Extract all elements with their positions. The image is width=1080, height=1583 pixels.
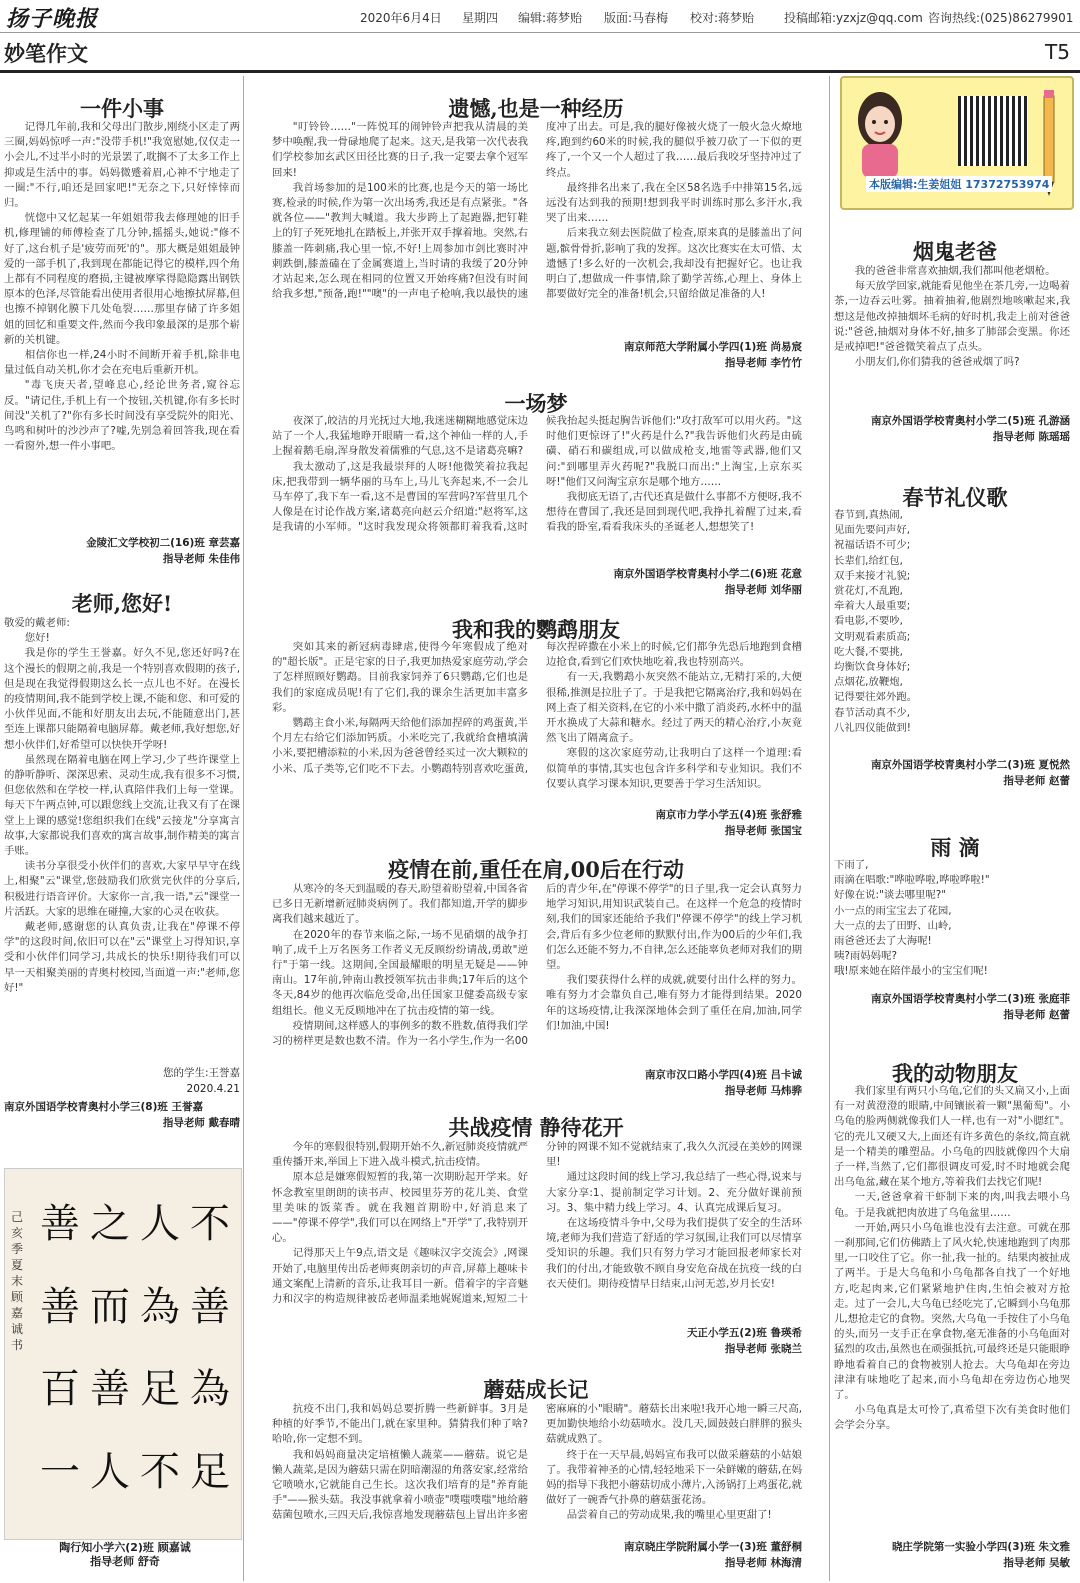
calligraphy-char: 人 — [140, 1201, 180, 1247]
calligraphy-char: 人 — [90, 1448, 130, 1495]
calligraphy-school: 陶行知小学六(2)班 顾嘉诚 — [59, 1541, 191, 1554]
calligraphy-char: 善 — [40, 1201, 80, 1247]
letter-sign: 您的学生:王誉嘉 — [162, 1067, 240, 1079]
editor-label: 本版编辑:生姜姐姐 17372753974 — [866, 176, 1052, 192]
article-body: 我们家里有两只小乌龟,它们的头又扁又小,上面有一对黄澄澄的眼睛,中间镶嵌着一颗"黑葡萄"。小乌龟的脸两侧就像我们人一样,也有一对"小腮红"。它的壳儿又硬又大,上面还有许多黄色的条纹,简直就是一个精美的雕塑品。小乌龟的四肢就像四个大扇子一样,当然了,它们都很调皮可爱,时不时地就会爬出乌龟盆,藏在某个地方,等着我们去找它们呢! 一天,爸爸拿着干虾制下来的肉,叫我去喂小乌龟。于是我就把肉放进了乌龟盆里…… 一开始,两只小乌龟谁也没有去注意。可就在那一刹那间,它们仿佛踏上了风火轮,快速地跑到了肉那里,一口咬住了它。你一扯,我一扯的。结果肉被扯成了两半。于是大乌龟和小乌龟都各自找了一个好地方,吃起肉来,它们紧紧地护住肉,生怕会被对方抢走。过了一会儿,大乌龟已经吃完了,它瞬到小乌龟那儿,想抢走它的食物。突然,大乌龟一手按住了小乌龟的头,而另一支手正在拿食物,毫无准备的小乌龟面对猛烈的攻击,虽然也在顽强抵抗,可最终还是只能眼睁睁地看着自己的食物被别人抢去。大乌龟却在旁边津津有味地吃了起来,而小乌龟却在旁边伤心地哭了。 小乌龟真是太可怜了,真希望下次有美食时他们会学会分享。 — [834, 1085, 1070, 1432]
author-school: 南京市力学小学五(4)班 张舒雅 — [655, 809, 802, 821]
article-title: 春节礼仪歌 — [902, 485, 1008, 510]
article-body: 敬爱的戴老师: 您好! 我是你的学生王誉嘉。好久不见,您还好吗?在这个漫长的假期之前,我是一个特别喜欢假期的孩子,但是现在我觉得假期这么长一点儿也不好。在漫长的疫情期间,我不能到学校上课,不能和您、和可爱的小伙伴见面,不能和好朋友出去玩,不能随意出门,甚至连上课都只能隔着电脑屏幕。戴老师,我好想您,好想小伙伴们,好希望可以快快开学呀! 虽然现在隔着电脑在网上学习,少了些许课堂上的静听静听、深深思索、灵动生成,我有很多不习惯,但您依然和在学校一样,认真陪伴我们上每一堂课。每天下午两点钟,可以跟您线上交流,让我又有了在课堂上上课的感觉!您组织我们在线"云接龙"分享寓言故事,大家都说我们喜欢的寓言故事,制作精美的寓言手账。 读书分享很受小伙伴们的喜欢,大家早早守在线上,相聚"云"课堂,您鼓励我们欣赏完伙伴的分享后,积极进行语音评价。大家你一言,我一语,"云"课堂一片活跃。大家的思维在碰撞,大家的心灵在收获。 戴老师,感谢您的认真负责,让我在"停课不停学"的这段时间,依旧可以在"云"课堂上习得知识,享受和小伙伴们同学习,共成长的快乐!期待我们可以早一天相聚美丽的青奥村校园,当面道一声:"老师,您好!" — [4, 617, 240, 994]
calligraphy-char: 不 — [190, 1201, 230, 1247]
author-teacher: 指导老师 吴敏 — [1003, 1557, 1070, 1569]
article-title: 烟鬼老爸 — [913, 239, 997, 264]
calligraphy-char: 為 — [190, 1366, 230, 1412]
calligraphy-char: 足 — [190, 1448, 230, 1495]
article-title: 我和我的鹦鹉朋友 — [452, 617, 620, 642]
page-number: T5 — [1045, 40, 1070, 64]
article-title: 遗憾,也是一种经历 — [448, 96, 624, 121]
article-title: 一件小事 — [80, 96, 164, 121]
letter-date: 2020.4.21 — [186, 1083, 240, 1095]
calligraphy-char: 一 — [40, 1448, 80, 1495]
calligraphy-char: 而 — [90, 1283, 130, 1330]
article-body: 夜深了,皎洁的月光抚过大地,我迷迷糊糊地感觉床边站了一个人,我猛地睁开眼睛一看,这个神仙一样的人,手上握着鹅毛扇,浑身散发着儒雅的气息,这不是诸葛亮嘛? 我太激动了,这是我最崇拜的人呀!他微笑着拉我起床,把我带到一辆华丽的马车上,马儿飞奔起来,不一会儿马车停了,我下车一看,这不是曹国的军营吗?军营里几个人像是在讨论作战方案,诸葛亮向赵云介绍道:"赵将军,这是我请的小军师。"这时我发现众将领都盯着我看,这时候我抬起头挺起胸告诉他们:"攻打敌军可以用火药。"这时他们更惊讶了!"火药是什么?"我告诉他们火药是由硫磺、硝石和碳组成,可以做成枪支,地雷等武器,他们又问:"到哪里弄火药呢?"我脱口而出:"上淘宝,上京东买呀!"他们又问淘宝京东是哪个地方…… 我彻底无语了,古代还真是做什么事都不方便呀,我不想待在曹国了,我还是回到现代吧,我挣扎着醒了过来,看看我的卧室,看看我床头的圣诞老人,想想笑了! — [272, 415, 802, 534]
issue-weekday: 星期四 — [462, 11, 499, 25]
article-body: 我的爸爸非常喜欢抽烟,我们都叫他老烟枪。 每天放学回家,就能看见他坐在茶几旁,一边喝着茶,一边吞云吐雾。抽着抽着,他剧烈地咳嗽起来,我想这是他改掉抽烟坏毛病的好时机,我走上前对爸爸说:"爸爸,抽烟对身体不好,抽多了肺部会变黑。你还是戒掉吧!"爸爸微笑着点了点头。 小朋友们,你们猜我的爸爸戒烟了吗? — [834, 265, 1070, 369]
author-school: 晓庄学院第一实验小学四(3)班 朱文雅 — [891, 1541, 1070, 1553]
article-title: 雨 滴 — [930, 835, 980, 860]
section-title: 妙笔作文 — [4, 41, 88, 66]
article-body: 今年的寒假很特别,假期开始不久,新冠肺炎疫情就严重传播开来,举国上下进入战斗模式,抗击疫情。 原本总是嫌寒假短暂的我,第一次期盼起开学来。好怀念教室里朗朗的读书声、校园里芬芳的花儿美、食堂里美味的饭菜香。就在我翘首期盼中,好消息来了——"停课不停学",我们可以在网络上"开学"了,我特别开心。 记得那天上午9点,语文是《趣味汉字交流会》,网课开始了,电脑里传出岳老师爽朗亲切的声音,屏幕上趣味卡通文案配上清新的音乐,让我耳目一新。借着字的字音魅力和汉字的构造规律被岳老师温柔地娓娓道来,短短二十分钟的网课不知不觉就结束了,我久久沉浸在美妙的网课里! 通过这段时间的线上学习,我总结了一些心得,说来与大家分享:1、提前制定学习计划。2、充分做好课前预习。3、集中精力线上学习。4、认真完成课后复习。 在这场疫情斗争中,父母为我们提供了安全的生活环境,老师为我们营造了舒适的学习氛围,让我们可以尽情享受知识的乐趣。我们只有努力学习才能回报老师家长对我们的付出,才能致敬不顾自身安危奋战在抗疫一线的白衣天使们。期待疫情早日结束,山河无恙,岁月长安! — [272, 1141, 802, 1306]
author-teacher: 指导老师 张晓兰 — [724, 1343, 802, 1355]
author-school: 南京外国语学校青奥村小学二(3)班 夏悦然 — [870, 759, 1070, 771]
calligraphy-char: 足 — [140, 1366, 180, 1412]
author-school: 南京市汉口路小学四(4)班 吕卡诚 — [644, 1069, 802, 1081]
hotline: 咨询热线:(025)86279901 — [928, 11, 1074, 25]
editor-credit: 编辑:蒋梦贻 — [518, 11, 583, 25]
header-rule — [0, 70, 1080, 73]
calligraphy-char: 為 — [140, 1283, 180, 1330]
author-school: 南京晓庄学院附属小学一(3)班 董舒桐 — [623, 1541, 802, 1553]
author-teacher: 指导老师 林海清 — [724, 1557, 802, 1569]
article-body: 记得几年前,我和父母出门散步,刚绕小区走了两三圈,妈妈惊呼一声:"没带手机!"我宽慰她,仅仅走一小会儿,不过半小时的光景罢了,耽搁不了太多工作上抑或是生活中的事。妈妈微蹙着眉,心神不宁地走了一圈:"不行,咱还是回家吧!"无奈之下,只好悻悻而归。 恍惚中又忆起某一年姐姐带我去修理她的旧手机,修理铺的师傅检查了几分钟,摇摇头,她说:"修不好了,这台机子是'疲劳而死'的"。那大概是姐姐最钟爱的一部手机了,我到现在都能记得它的模样,四个角上都有不同程度的磨损,主键被摩挲得隐隐露出钢铁原本的色泽,尽管能看出使用者很用心地擦拭屏幕,但也擦不掉钢化膜下几处龟裂……那里存储了许多姐姐的回忆和重要文件,然而今我印象最深的是那个崭新的关机键。 相信你也一样,24小时不间断开着手机,除非电量过低自动关机,你才会在充电后重新开机。 "毒飞庚天者,望峰息心,经论世务者,窥谷忘反。"请记住,手机上有一个按钮,关机键,你有多长时间没"关机了?"你有多长时间没有享受院外的阳光、鸟鸣和树叶的沙沙声了?嘘,先别急着回答我,现在看一看窗外,想一件小事吧。 — [4, 121, 240, 453]
article-title: 共战疫情 静待花开 — [448, 1115, 624, 1140]
article-body: "叮铃铃……"一阵悦耳的闹钟铃声把我从清晨的美梦中唤醒,我一骨碌地爬了起来。这天,是我第一次代表我们学校参加玄武区田径比赛的日子,我一定要去拿个冠军回来! 我首场参加的是100米的比赛,也是今天的第一场比赛,检录的时候,作为第一次出场秀,我还是有点紧张。"各就各位——"教判大喊道。我大步跨上了起跑器,把钉鞋上的钉子死死地扎在踏板上,并张开双手撑着地。突然,右膝盖一阵刺痛,我心里一惊,不好!上周参加市剑比赛时冲刺跌倒,膝盖磕在了金属赛道上,当时请的我缓了20分钟才站起来,怎么现在相同的位置又开始疼痛?但没有时间给我多想,"预备,跑!""噢"的一声电子枪响,我以最快的速度冲了出去。可是,我的腿好像被火烧了一般火急火燎地疼,跑到约60米的时候,我的腿似乎被刀砍了一下似的更疼了,一个又一个人超过了我……最后我咬牙坚持冲过了终点。 最终排名出来了,我在全区58名选手中排第15名,远远没有达到我的预期!想到我平时训练时那么多汗水,我哭了出来…… 后来我立刻去医院做了检查,原来真的是膝盖出了问题,髌骨骨折,影响了我的发挥。这次比赛实在太可惜、太遗憾了!多么好的一次机会,我却没有把握好它。也让我明白了,想做成一件事情,除了勤学苦练,心理上、身体上都要做好完全的准备!机会,只留给做足准备的人! — [272, 121, 802, 301]
layout-credit: 版面:马春梅 — [604, 11, 669, 25]
calligraphy-teacher: 指导老师 舒奇 — [90, 1555, 160, 1568]
author-school: 天正小学五(2)班 鲁瑛希 — [686, 1327, 802, 1339]
article-title: 蘑菇成长记 — [483, 1377, 589, 1402]
issue-date: 2020年6月4日 — [360, 11, 442, 25]
article-body: 从寒冷的冬天到温暖的春天,盼望着盼望着,中国各省已多日无新增新冠肺炎病例了。我们都知道,开学的脚步离我们越来越近了。 在2020年的春节来临之际,一场不见硝烟的战争打响了,成千上万名医务工作者义无反顾纷纷请战,勇敢"逆行"于第一线。这期间,全国最耀眼的明星无疑是——钟南山。17年前,钟南山教授领军抗击非典;17年后的这个冬天,84岁的他再次临危受命,出任国家卫健委高级专家组组长。他义无反顾地冲在了抗击疫情的第一线。 疫情期间,这样感人的事例多的数不胜数,值得我们学习的榜样更是数也数不清。作为一名小学生,作为一名00后的青少年,在"停课不停学"的日子里,我一定会认真努力地学习知识,用知识武装自己。在这样一个危急的疫情时刻,我们的国家还能给予我们"停课不停学"的线上学习机会,背后有多少位老师的默默付出,作为00后的少年们,我们怎么还能不努力,不自律,怎么还能辜负老师对我们的期望。 我们要获得什么样的成就,就要付出什么样的努力。唯有努力才会靠负自己,唯有努力才能得到结果。2020年的这场疫情,让我深深地体会到了重任在肩,加油,同学们!加油,中国! — [272, 883, 802, 1048]
calligraphy-grid — [35, 1183, 235, 1513]
calligraphy-char: 善 — [90, 1366, 130, 1412]
editor-avatar-icon — [850, 82, 910, 182]
calligraphy-inscription: 己亥季夏末顾嘉诚书 — [11, 1210, 24, 1352]
calligraphy-caption — [20, 1541, 230, 1569]
author-teacher: 指导老师 朱佳伟 — [162, 553, 240, 565]
calligraphy-char: 善 — [40, 1283, 80, 1330]
author-teacher: 指导老师 赵蕾 — [1003, 775, 1070, 787]
article-title: 一场梦 — [504, 391, 568, 416]
author-teacher: 指导老师 马炜骅 — [724, 1085, 802, 1097]
author-school: 南京外国语学校青奥村小学二(5)班 孔游涵 — [870, 415, 1070, 427]
article-body: 抗疫不出门,我和妈妈总要折腾一些新鲜事。3月是种植的好季节,不能出门,就在家里种。猜猜我们种了啥?哈哈,你一定想不到。 我和妈妈商量决定培植懒人蔬菜——蘑菇。说它是懒人蔬菜,是因为蘑菇只需在阴暗潮湿的角落安家,经常给它喷喷水,它就能自己生长。这次我们培育的是"养育能手"——猴头菇。我没事就拿着小喷壶"噗嗤噗嗤"地给蘑菇菌包喷水,三四天后,我惊喜地发现蘑菇包上冒出许多密密麻麻的小"眼睛"。蘑菇长出来啦!我开心地一瞬三尺高,更加勤快地给小幼菇喷水。没几天,圆鼓鼓白胖胖的猴头菇就成熟了。 终于在一天早晨,妈妈宣布我可以做采蘑菇的小姑娘了。我带着神圣的心情,轻轻地采下一朵鲜嫩的蘑菇,在妈妈的指导下我把小蘑菇切成小薄片,入汤锅打上鸡蛋花,就做好了一碗香气扑鼻的蘑菇蛋花汤。 品尝着自己的劳动成果,我的嘴里心里更甜了! — [272, 1403, 802, 1522]
qr-code-icon[interactable] — [958, 96, 1028, 166]
calligraphy-char: 百 — [40, 1366, 80, 1412]
poem-body: 春节到,真热闹, 见面先要问声好, 祝福话语不可少; 长辈们,给红包, 双手来接才礼貌; 赏花灯,不乱跑, 牵着大人最重要; 看电影,不要吵, 文明观看素质高; 吃大餐,不要挑, 均衡饮食身体好; 点烟花,放鞭炮, 记得要往郊外跑。 春节活动真不少, 八礼四仪能做到! — [834, 509, 918, 734]
author-school: 南京外国语学校青奥村小学二(3)班 张庭菲 — [870, 993, 1070, 1005]
author-school: 南京师范大学附属小学四(1)班 尚易宸 — [623, 341, 802, 353]
poem-body: 下雨了, 雨滴在唱歌:"哗啦哗啦,哗啦哗啦!" 好像在说:"谈去哪里呢?" 小一点的雨宝宝去了花园, 大一点的去了田野、山岭, 雨爸爸还去了大海呢! 咦?雨妈妈呢? 哦!原来她在陪伴最小的宝宝们呢! — [834, 859, 990, 978]
newspaper-logo: 扬子晚报 — [6, 6, 99, 32]
submission-email[interactable]: 投稿邮箱:yzxjz@qq.com — [784, 11, 923, 25]
calligraphy-char: 不 — [140, 1448, 180, 1495]
author-school: 金陵汇文学校初二(16)班 章芸嘉 — [86, 537, 240, 549]
author-teacher: 指导老师 陈瑶瑶 — [992, 431, 1070, 443]
calligraphy-artwork — [4, 1168, 242, 1540]
calligraphy-char: 之 — [90, 1201, 130, 1247]
calligraphy-char: 善 — [190, 1283, 230, 1330]
author-teacher: 指导老师 刘华丽 — [724, 584, 802, 596]
column-divider — [829, 76, 830, 1581]
author-school: 南京外国语学校青奥村小学三(8)班 王誉嘉 — [4, 1101, 204, 1113]
article-title: 疫情在前,重任在肩,00后在行动 — [388, 857, 684, 882]
article-title: 老师,您好! — [71, 591, 173, 616]
article-body: 突如其来的新冠病毒肆虐,使得今年寒假成了绝对的"超长版"。正是宅家的日子,我更加热爱家庭劳动,学会了怎样照顾好鹦鹉。目前我家饲养了6只鹦鹉,它们也是我们的家庭成员呢!有了它们,我的课余生活更加丰富多彩。 鹦鹉主食小米,每隔两天给他们添加捏碎的鸡蛋黄,半个月左右给它们添加钙质。小米吃完了,我就给食槽填满小米,要把槽添粒的小米,因为爸爸曾经买过一次大颗粒的小米、瓜子类等,它们吃不下去。小鹦鹉特别喜欢吃蛋黄,每次捏碎撒在小米上的时候,它们都争先恐后地跑到食槽边抢食,看到它们欢快地吃着,我也特别高兴。 有一天,我鹦鹉小灰突然不能站立,无精打采的,大便很稀,推测是拉肚子了。于是我把它隔离治疗,我和妈妈在网上查了相关资料,在它的小米中撒了消炎药,水杯中的温开水换成了大蒜和糖水。经过了两天的精心治疗,小灰竟然飞出了隔离盒子。 寒假的这次家庭劳动,让我明白了这样一个道理:看似简单的事情,其实也包含许多科学和专业知识。我们不仅要认真学习课本知识,更要善于学习生活知识。 — [272, 641, 802, 790]
author-teacher: 指导老师 赵蕾 — [1003, 1009, 1070, 1021]
author-teacher: 指导老师 李竹竹 — [724, 357, 802, 369]
author-school: 南京外国语学校青奥村小学二(6)班 花意 — [613, 568, 802, 580]
author-teacher: 指导老师 戴春晴 — [162, 1117, 240, 1129]
proof-credit: 校对:蒋梦贻 — [690, 11, 755, 25]
author-teacher: 指导老师 张国宝 — [724, 825, 802, 837]
article-title: 我的动物朋友 — [892, 1061, 1018, 1086]
column-divider — [243, 76, 244, 1581]
